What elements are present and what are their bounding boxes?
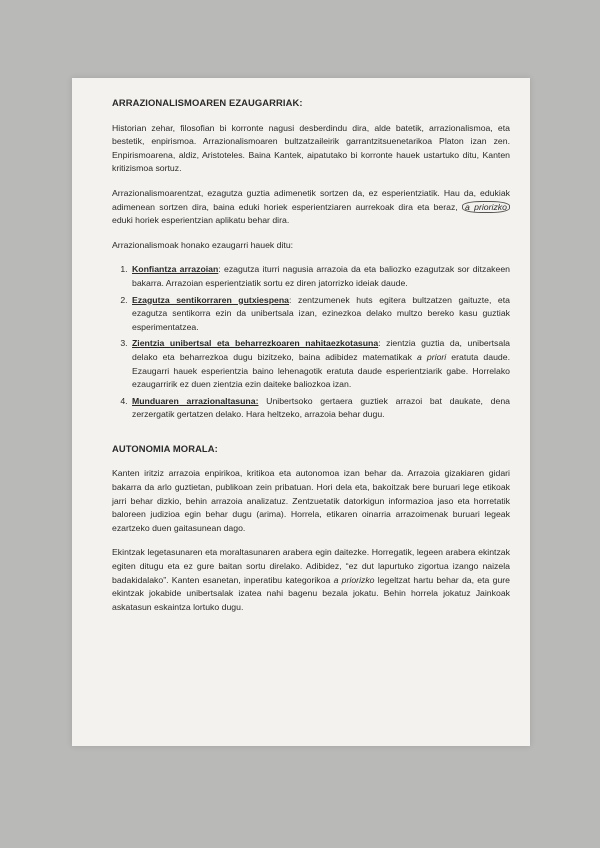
list-item — [130, 294, 510, 335]
circled-term: a priorizko — [462, 201, 510, 213]
list-item-term: Konfiantza arrazoian — [132, 264, 219, 275]
features-list — [112, 263, 510, 422]
list-item-term: Munduaren arrazionaltasuna: — [132, 395, 259, 406]
list-item-text: : ezagutza iturri nagusia arrazoia da eta baliozko ezagutzak sor ditzakeen bakarra. Arrazoian esperientziatik sortu ez diren jatorrizko ideiak daude. — [132, 264, 510, 288]
list-item-text: Unibertsoko gertaera guztiek arrazoi bat daukate, dena zerzergatik gertatzen delako. Hara heltzeko, arrazoia behar dugu. — [132, 395, 510, 420]
italic-term: a priorizko — [333, 574, 375, 585]
paragraph-legality-morality — [112, 546, 510, 614]
paragraph-text: Arrazionalismoarentzat, ezagutza guztia adimenetik sortzen da, ez esperientziatik. Hau da, edukiak adimenean sortzen dira, baina eduki horiek esperientziaren aurrekoak dira eta beraz, — [112, 187, 510, 212]
list-item — [130, 263, 510, 290]
list-item-term: Zientzia unibertsal eta beharrezkoaren nahitaezkotasuna — [132, 338, 379, 349]
paragraph-text: legeltzat hartu behar da, eta gure ekintzak jokabide unibertsalak izatea nahi bagenu bezala jokatu. Behin horrela jokatuz Jainkoak askatasun eskaintza lortuko dugu. — [112, 574, 511, 612]
paragraph-rationalism-definition — [112, 187, 510, 228]
italic-term: a priori — [417, 351, 447, 362]
list-item-text: : zentzumenek huts egitera bultzatzen gaituzte, eta ezagutza sentikorra ezin da unibertsala izan, ezinezkoa delako multzo bereko kasu guztiak esperimentatzea. — [132, 294, 511, 332]
list-item — [130, 395, 510, 422]
paragraph-history: Historian zehar, filosofian bi korronte nagusi desberdindu dira, alde batetik, arrazionalismoa, eta bestetik, enpirismoa. Arrazionalismoaren bultzatzaileirik garrantzitsuenetarikoa Platon izan zen. Enpirismoarena, aldiz, Aristoteles. Baina Kantek, aipatutako bi korronte hauek ustartuko ditu, Kanten kritizismoa sortuz. — [112, 122, 510, 174]
list-intro: Arrazionalismoak honako ezaugarri hauek ditu: — [112, 239, 294, 250]
paragraph-text: Ekintzak legetasunaren eta moraltasunaren arabera egin daitezke. Horregatik, legeen arabera ekintzak egiten ditugu eta ez gure baitan sortu direlako. Adibidez, “ez dut lapurtuko zigortua izango naizela badakidalako”. Kanten esanetan, inperatibu kategorikoa — [112, 547, 510, 585]
list-item-text: : zientzia guztia da, unibertsala delako eta beharrezkoa dugu bizitzeko, baina adibidez matematikak — [132, 338, 510, 362]
list-item-text: eratuta daude. Ezaugarri hauek esperientzia baino lehenagotik eratuta daude esperientziarik gabe. Horrelako ezaugarririk ez duen zientzia ezin daiteke baliozkoa izan. — [132, 351, 510, 390]
document-page — [72, 78, 530, 746]
paragraph-text: eduki horiek esperientzian aplikatu behar dira. — [112, 215, 290, 226]
section-title-rationalism: ARRAZIONALISMOAREN EZAUGARRIAK: — [112, 97, 303, 108]
section-title-moral-autonomy: AUTONOMIA MORALA: — [112, 442, 218, 454]
list-item-term: Ezagutza sentikorraren gutxiespena — [132, 294, 290, 305]
list-item — [130, 337, 510, 391]
paragraph-kant-reason: Kanten iritziz arrazoia enpirikoa, kritikoa eta autonomoa izan behar da. Arrazoia gizakiaren gidari bakarra da arlo guztietan, publikoan zein pribatuan. Hori dela eta, bakoitzak bere buruari lege etikoak jarri behar dizkio, behin arrazoia analizatuz. Zentzuetatik datorkigun informazioa jaso eta horretatik baloreen judizioa egin behar dugu (arima). Horrela, etikaren oinarria arrazoimenak buruari legeak ezartzeko duen gaitasunean dago. — [112, 468, 510, 533]
